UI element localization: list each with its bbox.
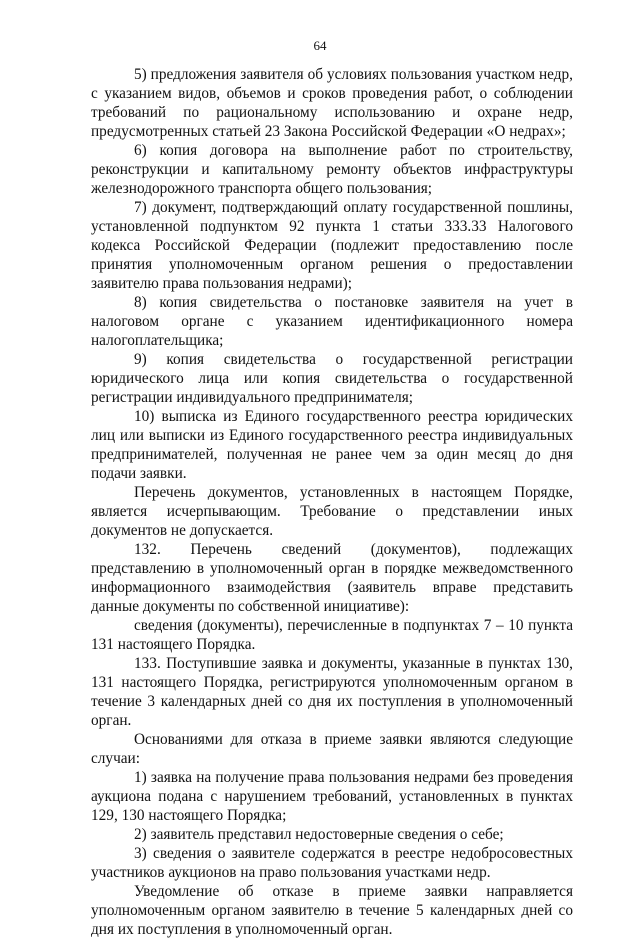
paragraph-item-10: 10) выписка из Единого государственного реестра юридических лиц или выписки из Единого государственного реестра индивидуальных предпринимателей, полученная не ранее чем за один месяц до дня подачи заявки. xyxy=(91,407,573,482)
paragraph-ground-2: 2) заявитель представил недостоверные сведения о себе; xyxy=(134,825,504,843)
paragraph-132-details: сведения (документы), перечисленные в подпунктах 7 – 10 пункта 131 настоящего Порядка. xyxy=(91,616,573,653)
paragraph-exhaustive-list: Перечень документов, установленных в настоящем Порядке, является исчерпывающим. Требование о представлении иных документов не допускается. xyxy=(91,483,573,539)
paragraph-ground-3: 3) сведения о заявителе содержатся в реестре недобросовестных участников аукционов на право пользования участками недр. xyxy=(91,844,573,881)
paragraph-ground-1: 1) заявка на получение права пользования недрами без проведения аукциона подана с нарушением требований, установленных в пунктах 129, 130 настоящего Порядка; xyxy=(91,768,573,824)
paragraph-item-9: 9) копия свидетельства о государственной регистрации юридического лица или копия свидетельства о государственной регистрации индивидуального предпринимателя; xyxy=(91,350,573,406)
page-number: 64 xyxy=(313,38,327,53)
paragraph-item-6: 6) копия договора на выполнение работ по строительству, реконструкции и капитальному ремонту объектов инфраструктуры железнодорожного транспорта общего пользования; xyxy=(91,141,573,197)
document-body xyxy=(91,65,573,939)
paragraph-item-5: 5) предложения заявителя об условиях пользования участком недр, с указанием видов, объемов и сроков проведения работ, о соблюдении требований по рациональному использованию и охране недр, предусмотренных статьей 23 Закона Российской Федерации «О недрах»; xyxy=(91,65,573,140)
paragraph-refusal-notice: Уведомление об отказе в приеме заявки направляется уполномоченным органом заявителю в течение 5 календарных дней со дня их поступления в уполномоченный орган. xyxy=(91,882,573,938)
paragraph-refusal-grounds: Основаниями для отказа в приеме заявки являются следующие случаи: xyxy=(91,730,573,767)
paragraph-132: 132. Перечень сведений (документов), подлежащих представлению в уполномоченный орган в порядке межведомственного информационного взаимодействия (заявитель вправе представить данные документы по собственной инициативе): xyxy=(91,540,573,615)
paragraph-133: 133. Поступившие заявка и документы, указанные в пунктах 130, 131 настоящего Порядка, регистрируются уполномоченным органом в течение 3 календарных дней со дня их поступления в уполномоченный орган. xyxy=(91,654,573,729)
paragraph-item-8: 8) копия свидетельства о постановке заявителя на учет в налоговом органе с указанием идентификационного номера налогоплательщика; xyxy=(91,293,573,349)
paragraph-item-7: 7) документ, подтверждающий оплату государственной пошлины, установленной подпунктом 92 пункта 1 статьи 333.33 Налогового кодекса Российской Федерации (подлежит предоставлению после принятия уполномоченным органом решения о предоставлении заявителю права пользования недрами); xyxy=(91,198,573,292)
